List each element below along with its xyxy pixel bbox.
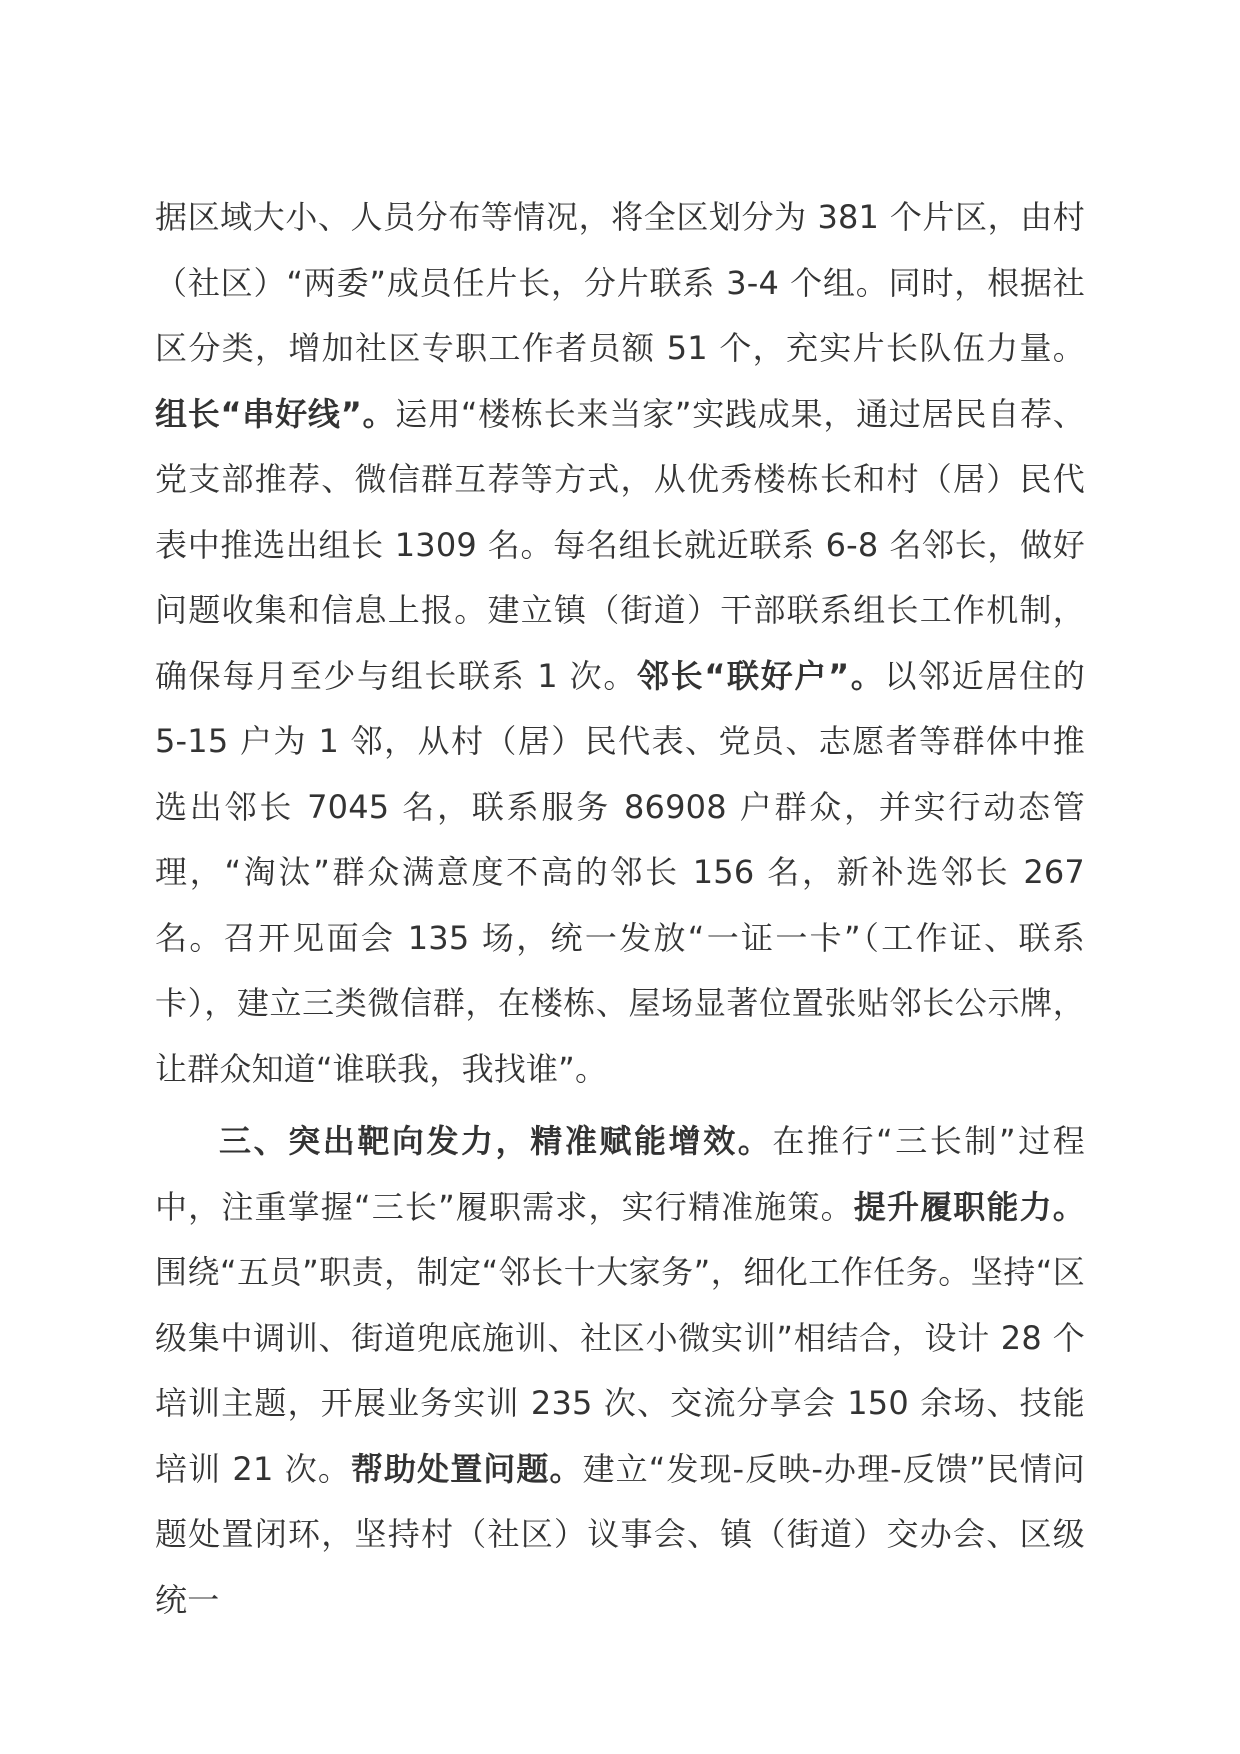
- document-page: [155, 185, 1085, 1633]
- paragraph-2-text-3: 建立“发现-反映-办理-反馈”民情问题处置闭环，坚持村（社区）议事会、镇（街道）交办会、区级统一: [155, 1449, 1085, 1619]
- paragraph-1-bold-heading-1: 组长“串好线”。: [155, 394, 396, 433]
- section-heading-3: 三、突出靶向发力，精准赋能增效。: [219, 1122, 773, 1160]
- paragraph-2-bold-heading-2: 帮助处置问题。: [350, 1449, 583, 1488]
- paragraph-1-text-2: 运用“楼栋长来当家”实践成果，通过居民自荐、党支部推荐、微信群互荐等方式，从优秀楼栋长和村（居）民代表中推选出组长 1309 名。每名组长就近联系 6-8 名邻长，做好问题收集和信息上报。建立镇（街道）干部联系组长工作机制，确保每月至少与组长联系 1 次。: [155, 394, 1085, 695]
- paragraph-2-text-1: 在推行“三长制”过程中，注重掌握“三长”履职需求，实行精准施策。: [155, 1122, 1085, 1226]
- paragraph-2-text-2: 围绕“五员”职责，制定“邻长十大家务”，细化工作任务。坚持“区级集中调训、街道兜底施训、社区小微实训”相结合，设计 28 个培训主题，开展业务实训 235 次、交流分享会 150 余场、技能培训 21 次。: [155, 1253, 1085, 1488]
- body-paragraph-2: [155, 1109, 1085, 1633]
- body-paragraph-1: [155, 185, 1085, 1102]
- paragraph-2-bold-heading-1: 提升履职能力。: [853, 1187, 1085, 1226]
- paragraph-1-text-1: 据区域大小、人员分布等情况，将全区划分为 381 个片区，由村（社区）“两委”成员任片长，分片联系 3-4 个组。同时，根据社区分类，增加社区专职工作者员额 51 个，充实片长队伍力量。: [155, 198, 1085, 367]
- paragraph-1-text-3: 以邻近居住的 5-15 户为 1 邻，从村（居）民代表、党员、志愿者等群体中推选出邻长 7045 名，联系服务 86908 户群众，并实行动态管理，“淘汰”群众满意度不高的邻长 156 名，新补选邻长 267 名。召开见面会 135 场，统一发放“一证一卡”（工作证、联系卡），建立三类微信群，在楼栋、屋场显著位置张贴邻长公示牌，让群众知道“谁联我，我找谁”。: [155, 656, 1086, 1088]
- paragraph-1-bold-heading-2: 邻长“联好户”。: [637, 656, 885, 695]
